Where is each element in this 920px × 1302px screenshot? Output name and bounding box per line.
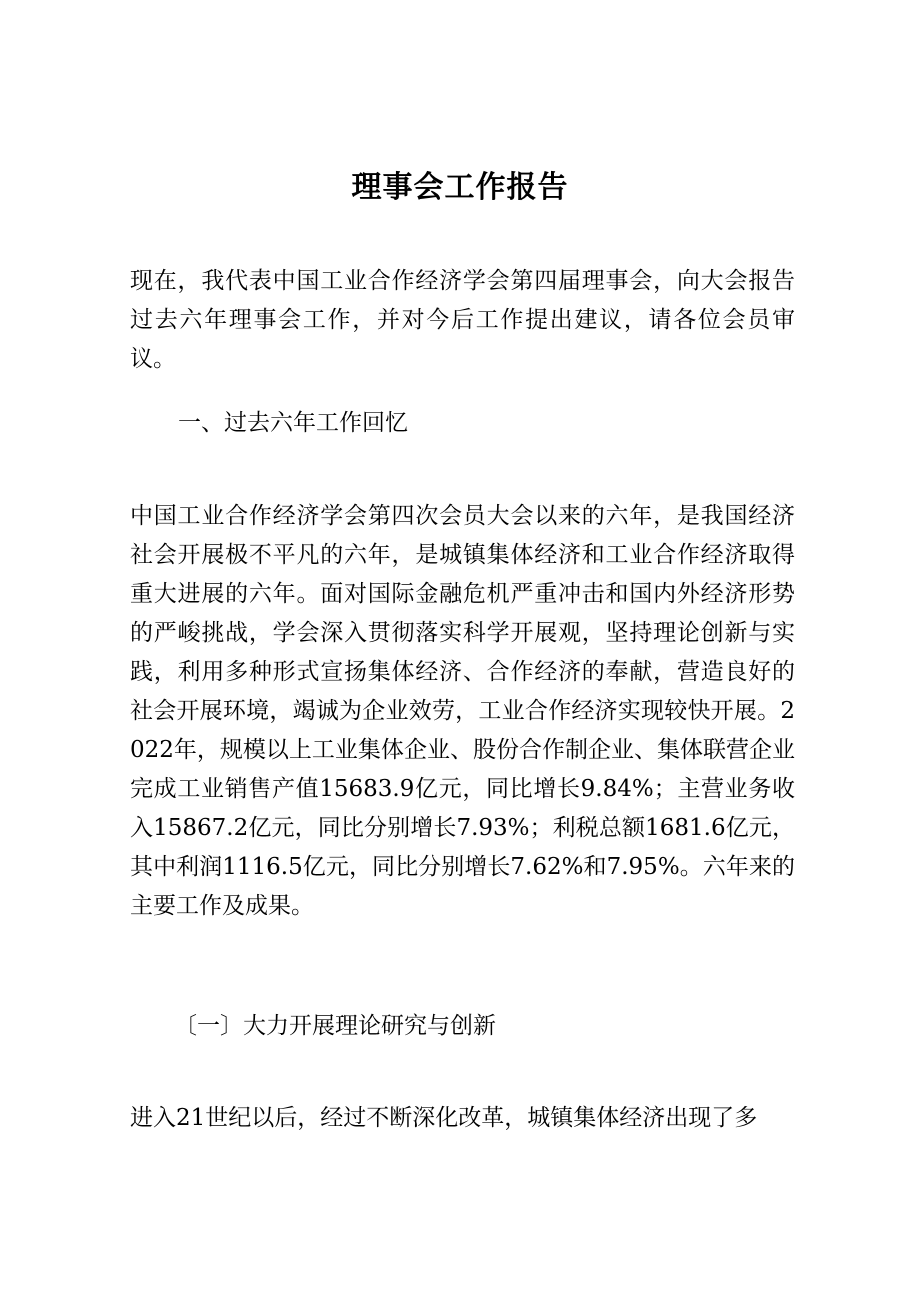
subsection-heading-research: 〔一〕大力开展理论研究与创新 <box>174 1013 496 1039</box>
section-heading-review: 一、过去六年工作回忆 <box>178 410 408 436</box>
document-title: 理事会工作报告 <box>351 170 569 205</box>
review-paragraph: 中国工业合作经济学会第四次会员大会以来的六年，是我国经济社会开展极不平凡的六年，是城镇集体经济和工业合作经济取得重大进展的六年。面对国际金融危机严重冲击和国内外经济形势的严峻挑战，学会深入贯彻落实科学开展观，坚持理论创新与实践，利用多种形式宣扬集体经济、合作经济的奉献，营造良好的社会开展环境，竭诚为企业效劳，工业合作经济实现较快开展。2022年，规模以上工业集体企业、股份合作制企业、集体联营企业完成工业销售产值15683.9亿元，同比增长9.84%；主营业务收入15867.2亿元，同比分别增长7.93%；利税总额1681.6亿元，其中利润1116.5亿元，同比分别增长7.62%和7.95%。六年来的主要工作及成果。 <box>130 503 795 919</box>
intro-paragraph: 现在，我代表中国工业合作经济学会第四届理事会，向大会报告过去六年理事会工作，并对今后工作提出建议，请各位会员审议。 <box>130 268 795 372</box>
research-paragraph: 进入21世纪以后，经过不断深化改革，城镇集体经济出现了多 <box>130 1105 758 1131</box>
